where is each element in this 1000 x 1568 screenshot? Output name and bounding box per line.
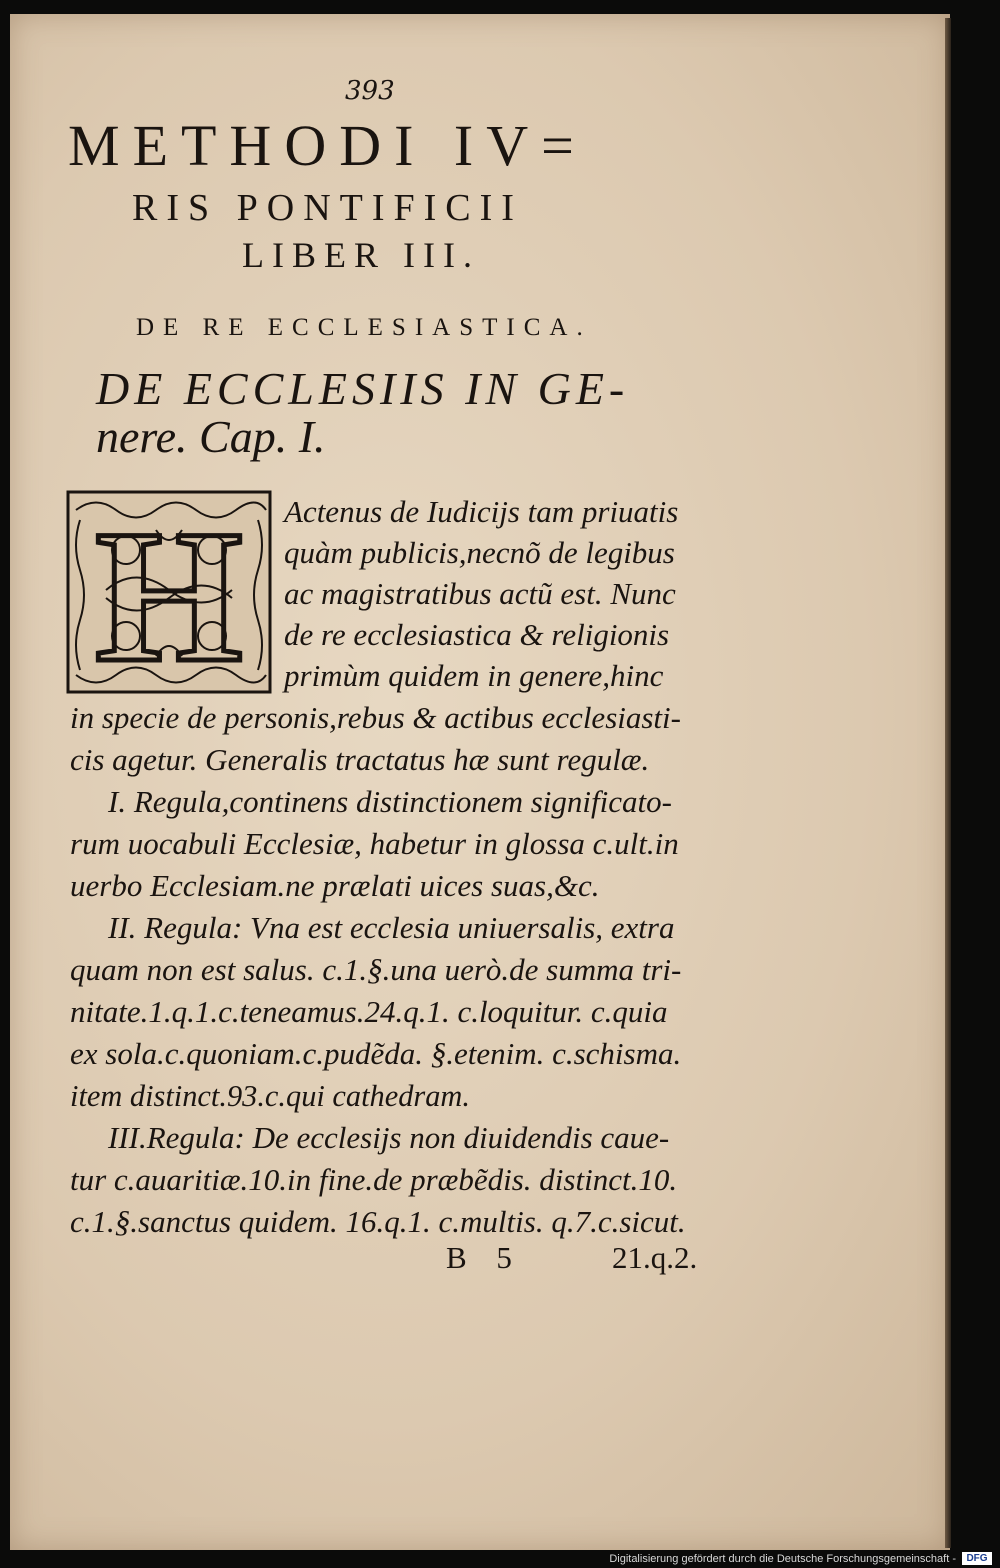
funding-credit: Digitalisierung gefördert durch die Deutsche Forschungsgemeinschaft - (609, 1553, 956, 1565)
section-heading: DE RE ECCLESIASTICA. (136, 314, 592, 341)
body-line: primùm quidem in genere,hinc (284, 658, 664, 693)
body-line: II. Regula: Vna est ecclesia uniuersalis, extra (108, 910, 675, 945)
title-line-2: RIS PONTIFICII (132, 187, 523, 229)
body-line: uerbo Ecclesiam.ne prælati uices suas,&c. (70, 868, 600, 903)
chapter-heading-line-1: DE ECCLESIIS IN GE- (96, 363, 630, 414)
body-line: quam non est salus. c.1.§.una uerò.de summa tri- (70, 952, 682, 987)
title-line-1: METHODI IV= (68, 113, 587, 178)
decorated-initial-h (66, 490, 272, 694)
dfg-logo: DFG (962, 1552, 992, 1565)
signature-mark: B 5 (446, 1240, 512, 1275)
page-number: 393 (345, 76, 395, 106)
body-line: Actenus de Iudicijs tam priuatis (284, 494, 679, 529)
body-line: item distinct.93.c.qui cathedram. (70, 1078, 470, 1113)
catchword: 21.q.2. (612, 1240, 698, 1275)
body-line: in specie de personis,rebus & actibus ecclesiasti- (70, 700, 681, 735)
title-line-3: LIBER III. (242, 235, 480, 275)
body-line: I. Regula,continens distinctionem significato- (108, 784, 672, 819)
body-line: rum uocabuli Ecclesiæ, habetur in glossa c.ult.in (70, 826, 679, 861)
body-line: ex sola.c.quoniam.c.pudẽda. §.etenim. c.schisma. (70, 1036, 682, 1071)
body-line: quàm publicis,necnõ de legibus (284, 535, 675, 570)
chapter-heading-line-2: nere. Cap. I. (96, 411, 326, 462)
body-line: c.1.§.sanctus quidem. 16.q.1. c.multis. q.7.c.sicut. (70, 1204, 686, 1239)
body-line: nitate.1.q.1.c.teneamus.24.q.1. c.loquitur. c.quia (70, 994, 668, 1029)
body-line: de re ecclesiastica & religionis (284, 617, 670, 652)
book-spine-edge (945, 18, 951, 1548)
body-line: ac magistratibus actũ est. Nunc (284, 576, 676, 611)
drop-cap-letter: H (95, 492, 243, 694)
body-line: III.Regula: De ecclesijs non diuidendis caue- (108, 1120, 670, 1155)
body-line: tur c.auaritiæ.10.in fine.de præbẽdis. distinct.10. (70, 1162, 678, 1197)
body-line: cis agetur. Generalis tractatus hæ sunt regulæ. (70, 742, 650, 777)
